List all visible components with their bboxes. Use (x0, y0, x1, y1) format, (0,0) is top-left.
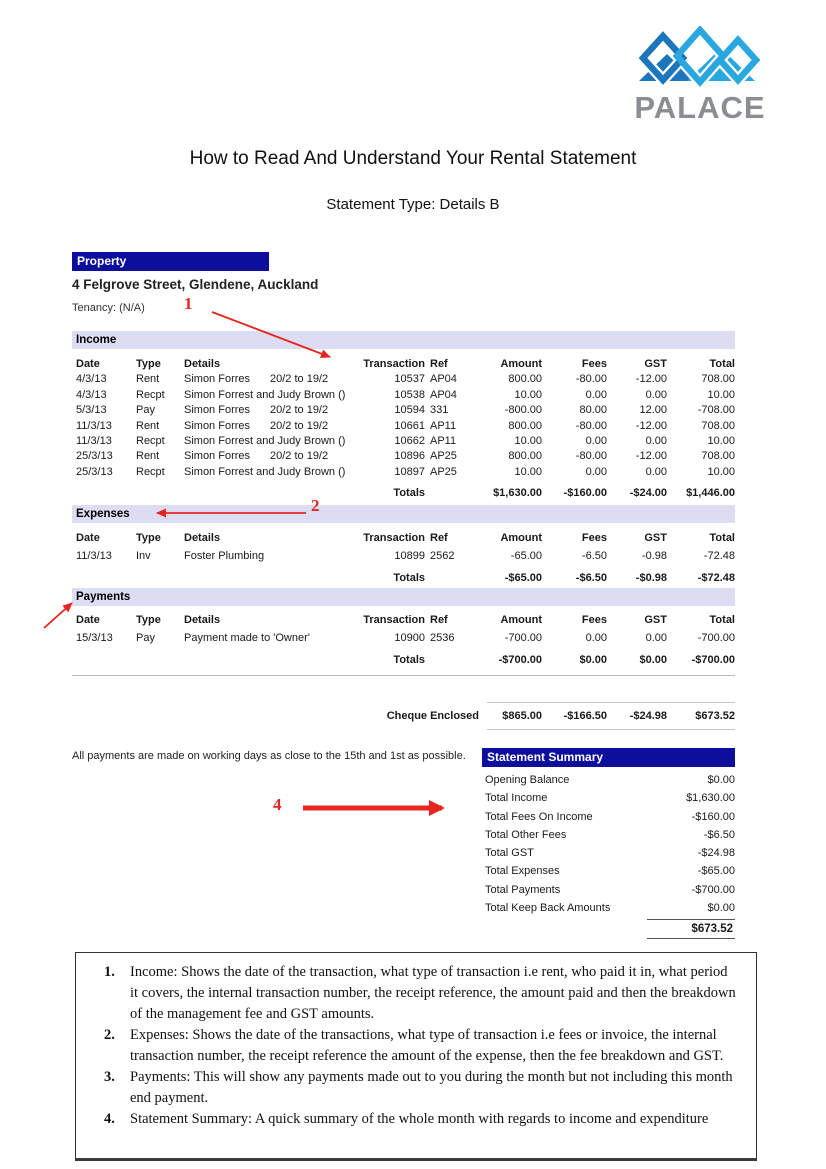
cheque-total: $673.52 (695, 710, 735, 722)
cell-ref: AP11 (430, 419, 457, 432)
col-type: Type (136, 614, 161, 626)
cell-type: Inv (136, 550, 151, 563)
palace-logo (614, 26, 786, 123)
income-row (72, 372, 735, 387)
summary-value: $1,630.00 (686, 792, 735, 805)
spacer (425, 571, 487, 586)
footnote-number: 4. (104, 1111, 115, 1127)
cell-date: 25/3/13 (76, 465, 113, 478)
cell-amount: -700.00 (504, 632, 542, 645)
col-total: Total (709, 614, 735, 626)
cell-fees: -6.50 (581, 550, 607, 563)
statement-type-subtitle: Statement Type: Details B (326, 196, 500, 213)
totals-gst: -$24.00 (629, 487, 667, 500)
rent-period: 20/2 to 19/2 (270, 450, 329, 463)
summary-row (482, 862, 735, 880)
totals-gst: -$0.98 (635, 571, 667, 584)
spacer (178, 571, 328, 586)
totals-amount: -$700.00 (498, 653, 542, 666)
spacer (72, 653, 130, 668)
cell-total: 10.00 (707, 388, 735, 401)
rent-period: 20/2 to 19/2 (270, 404, 329, 417)
cheque-enclosed-values (487, 702, 735, 730)
col-ref: Ref (430, 614, 448, 626)
tenancy-label: Tenancy: (N/A) (72, 302, 145, 314)
payer-name: Simon Forres (184, 450, 251, 463)
col-date: Date (76, 614, 100, 626)
cell-details (178, 403, 328, 418)
footnote-item (104, 1067, 738, 1109)
cell-total: 708.00 (701, 373, 735, 386)
summary-row (482, 808, 735, 826)
property-address: 4 Felgrove Street, Glendene, Auckland (72, 277, 319, 292)
cell-fees: 0.00 (585, 465, 607, 478)
cell-amount: 800.00 (508, 373, 542, 386)
payer-name: Simon Forres (184, 404, 251, 417)
col-amount: Amount (500, 532, 542, 544)
totals-label: Totals (393, 487, 425, 500)
cell-amount: 10.00 (514, 434, 542, 447)
cell-fees: -80.00 (575, 373, 607, 386)
summary-row (482, 881, 735, 899)
rent-period: 20/2 to 19/2 (270, 373, 329, 386)
cell-gst: 0.00 (645, 465, 667, 478)
cell-amount: 10.00 (514, 465, 542, 478)
col-details: Details (184, 358, 221, 370)
footnote-item (104, 1109, 738, 1130)
summary-row (482, 771, 735, 789)
payments-note: All payments are made on working days as close to the 15th and 1st as possible. (72, 750, 466, 762)
totals-total: -$72.48 (697, 571, 735, 584)
col-type: Type (136, 358, 161, 370)
col-amount: Amount (500, 614, 542, 626)
expenses-table (72, 531, 735, 586)
spacer (130, 653, 178, 668)
payer-name: Simon Forres (184, 419, 251, 432)
cell-amount: 800.00 (508, 419, 542, 432)
footnote-text: Payments: This will show any payments made out to you during the month but not including this month end payment. (130, 1069, 733, 1106)
cell-total: 10.00 (707, 465, 735, 478)
col-ref: Ref (430, 532, 448, 544)
col-transaction: Transaction (363, 358, 425, 370)
payments-totals-row (72, 653, 735, 668)
col-ref: Ref (430, 358, 448, 370)
payment-description: Payment made to 'Owner' (184, 632, 310, 645)
col-transaction: Transaction (363, 532, 425, 544)
summary-row (482, 789, 735, 807)
cheque-enclosed-row (72, 702, 735, 730)
payer-name: Simon Forrest and Judy Brown () (184, 388, 346, 401)
payer-name: Simon Forrest and Judy Brown () (184, 465, 346, 478)
cell-details (178, 372, 328, 387)
cell-ref: AP04 (430, 388, 457, 401)
statement-summary-header: Statement Summary (482, 748, 735, 767)
expenses-totals-row (72, 571, 735, 586)
summary-value: -$160.00 (691, 810, 735, 823)
cell-details (178, 419, 328, 434)
totals-label: Totals (393, 653, 425, 666)
income-row (72, 419, 735, 434)
summary-value: -$65.00 (697, 865, 735, 878)
cell-transaction: 10896 (394, 450, 425, 463)
cell-ref: AP25 (430, 465, 457, 478)
cell-type: Pay (136, 404, 155, 417)
cheque-amount: $865.00 (502, 710, 542, 722)
cell-date: 15/3/13 (76, 632, 113, 645)
footnote-number: 3. (104, 1069, 115, 1085)
totals-label: Totals (393, 571, 425, 584)
cheque-fees: -$166.50 (563, 710, 607, 722)
cell-ref: 2562 (430, 550, 455, 563)
cell-type: Recpt (136, 388, 165, 401)
totals-total: $1,446.00 (686, 487, 735, 500)
cell-gst: -12.00 (635, 450, 667, 463)
spacer (178, 486, 328, 501)
col-type: Type (136, 532, 161, 544)
col-date: Date (76, 358, 100, 370)
explanation-box (75, 952, 757, 1161)
cell-fees: -80.00 (575, 450, 607, 463)
spacer (130, 486, 178, 501)
spacer (425, 486, 487, 501)
payments-section-header: Payments (72, 588, 735, 606)
payee-name: Foster Plumbing (184, 550, 265, 563)
cheque-gst: -$24.98 (629, 710, 667, 722)
expense-row (72, 549, 735, 564)
spacer (72, 571, 130, 586)
income-row (72, 449, 735, 464)
cell-date: 5/3/13 (76, 404, 107, 417)
cell-date: 11/3/13 (76, 434, 112, 447)
col-gst: GST (644, 614, 667, 626)
spacer (72, 486, 130, 501)
payments-table-header-row (72, 613, 735, 628)
col-fees: Fees (581, 358, 607, 370)
summary-label: Total Income (485, 792, 548, 805)
cell-type: Pay (136, 632, 155, 645)
cell-total: 708.00 (701, 450, 735, 463)
summary-row (482, 899, 735, 917)
cell-type: Rent (136, 373, 160, 386)
totals-fees: $0.00 (579, 653, 607, 666)
footnote-number: 2. (104, 1027, 115, 1043)
col-amount: Amount (500, 358, 542, 370)
summary-grand-total-row (482, 919, 735, 939)
cell-total: -708.00 (697, 404, 735, 417)
annotation-number-2: 2 (311, 496, 320, 515)
arrow-3-payments (44, 603, 72, 628)
col-transaction: Transaction (363, 614, 425, 626)
cell-gst: -12.00 (635, 373, 667, 386)
expenses-section-header: Expenses (72, 505, 735, 523)
cell-ref: 331 (430, 404, 449, 417)
spacer (425, 653, 487, 668)
col-details: Details (184, 532, 221, 544)
income-row (72, 465, 735, 480)
totals-fees: -$160.00 (563, 487, 607, 500)
summary-label: Total Expenses (485, 865, 560, 878)
cell-transaction: 10537 (394, 373, 425, 386)
col-date: Date (76, 532, 100, 544)
property-section-header: Property (72, 252, 269, 271)
col-gst: GST (644, 532, 667, 544)
totals-gst: $0.00 (639, 653, 667, 666)
cell-transaction: 10661 (394, 419, 425, 432)
cell-transaction: 10594 (394, 404, 425, 417)
cell-gst: 0.00 (645, 632, 667, 645)
payer-name: Simon Forrest and Judy Brown () (184, 434, 346, 447)
summary-grand-total: $673.52 (647, 919, 735, 939)
cell-details (178, 631, 328, 646)
summary-value: -$24.98 (697, 847, 735, 860)
cell-date: 4/3/13 (76, 373, 107, 386)
summary-value: $0.00 (707, 902, 735, 915)
cell-transaction: 10899 (394, 550, 425, 563)
cell-fees: -80.00 (575, 419, 607, 432)
summary-row (482, 826, 735, 844)
rent-period: 20/2 to 19/2 (270, 419, 329, 432)
cell-ref: 2536 (430, 632, 455, 645)
income-totals-row (72, 486, 735, 501)
cell-date: 11/3/13 (76, 550, 112, 563)
cell-fees: 0.00 (585, 388, 607, 401)
summary-label: Total Keep Back Amounts (485, 902, 611, 915)
spacer (130, 571, 178, 586)
payments-table (72, 613, 735, 668)
income-row (72, 434, 735, 449)
income-row (72, 388, 735, 403)
totals-amount: $1,630.00 (493, 487, 542, 500)
totals-total: -$700.00 (691, 653, 735, 666)
col-fees: Fees (581, 614, 607, 626)
footnote-item (104, 962, 738, 1025)
cell-total: -72.48 (703, 550, 735, 563)
summary-label: Opening Balance (485, 774, 570, 786)
cell-details (178, 549, 328, 564)
page-title: How to Read And Understand Your Rental Statement (189, 148, 637, 169)
annotation-number-4: 4 (273, 795, 282, 814)
cell-amount: 800.00 (508, 450, 542, 463)
totals-fees: -$6.50 (575, 571, 607, 584)
cell-ref: AP11 (430, 434, 457, 447)
income-row (72, 403, 735, 418)
income-table-header-row (72, 357, 735, 372)
cheque-enclosed-label: Cheque Enclosed (386, 710, 479, 722)
col-fees: Fees (581, 532, 607, 544)
cell-type: Rent (136, 450, 160, 463)
footnote-item (104, 1025, 738, 1067)
cell-gst: 12.00 (639, 404, 667, 417)
col-total: Total (709, 532, 735, 544)
cell-type: Recpt (136, 465, 165, 478)
annotation-number-1: 1 (184, 294, 193, 313)
cell-details (178, 388, 346, 403)
statement-summary-panel (482, 748, 735, 939)
footnote-text: Statement Summary: A quick summary of the whole month with regards to income and expenditure (130, 1111, 709, 1127)
cell-details (178, 434, 346, 449)
cell-type: Recpt (136, 434, 165, 447)
expenses-table-header-row (72, 531, 735, 546)
totals-amount: -$65.00 (504, 571, 542, 584)
cell-details (178, 465, 346, 480)
cell-ref: AP25 (430, 450, 457, 463)
cell-fees: 0.00 (585, 632, 607, 645)
summary-label: Total Fees On Income (485, 810, 593, 823)
cell-total: 10.00 (707, 434, 735, 447)
cell-fees: 0.00 (585, 434, 607, 447)
col-details: Details (184, 614, 221, 626)
cell-fees: 80.00 (579, 404, 607, 417)
summary-label: Total Other Fees (485, 828, 567, 841)
cell-gst: 0.00 (645, 434, 667, 447)
cell-gst: -12.00 (635, 419, 667, 432)
footnote-text: Income: Shows the date of the transaction, what type of transaction i.e rent, who paid it in, what period it covers, the internal transaction number, the receipt reference, the amount paid and then the breakdown of the management fee and GST amounts. (130, 964, 736, 1022)
income-section-header: Income (72, 331, 735, 349)
cell-transaction: 10662 (394, 434, 425, 447)
cell-amount: 10.00 (514, 388, 542, 401)
summary-label: Total GST (485, 847, 534, 860)
summary-row (482, 844, 735, 862)
cell-date: 25/3/13 (76, 450, 113, 463)
summary-label: Total Payments (485, 883, 561, 896)
cell-total: 708.00 (701, 419, 735, 432)
cell-date: 4/3/13 (76, 388, 107, 401)
cell-details (178, 449, 328, 464)
col-total: Total (709, 358, 735, 370)
cell-ref: AP04 (430, 373, 457, 386)
cell-total: -700.00 (697, 632, 735, 645)
palace-brand-text: PALACE (634, 90, 766, 125)
section-divider (72, 675, 735, 676)
cell-transaction: 10897 (394, 465, 425, 478)
cell-type: Rent (136, 419, 160, 432)
summary-value: $0.00 (707, 774, 735, 786)
cell-transaction: 10900 (394, 632, 425, 645)
payment-row (72, 631, 735, 646)
payer-name: Simon Forres (184, 373, 251, 386)
col-gst: GST (644, 358, 667, 370)
cell-date: 11/3/13 (76, 419, 112, 432)
cell-amount: -65.00 (510, 550, 542, 563)
spacer (178, 653, 328, 668)
summary-value: -$700.00 (691, 883, 735, 896)
cell-gst: -0.98 (641, 550, 667, 563)
cell-transaction: 10538 (394, 388, 425, 401)
income-table (72, 357, 735, 502)
summary-value: -$6.50 (703, 828, 735, 841)
cell-amount: -800.00 (504, 404, 542, 417)
cell-gst: 0.00 (645, 388, 667, 401)
footnote-number: 1. (104, 964, 115, 980)
footnote-text: Expenses: Shows the date of the transactions, what type of transaction i.e fees or invoice, the internal transaction number, the receipt reference the amount of the expense, then the fee breakdown and GST. (130, 1027, 724, 1064)
palace-logo-mark-icon (625, 26, 775, 88)
